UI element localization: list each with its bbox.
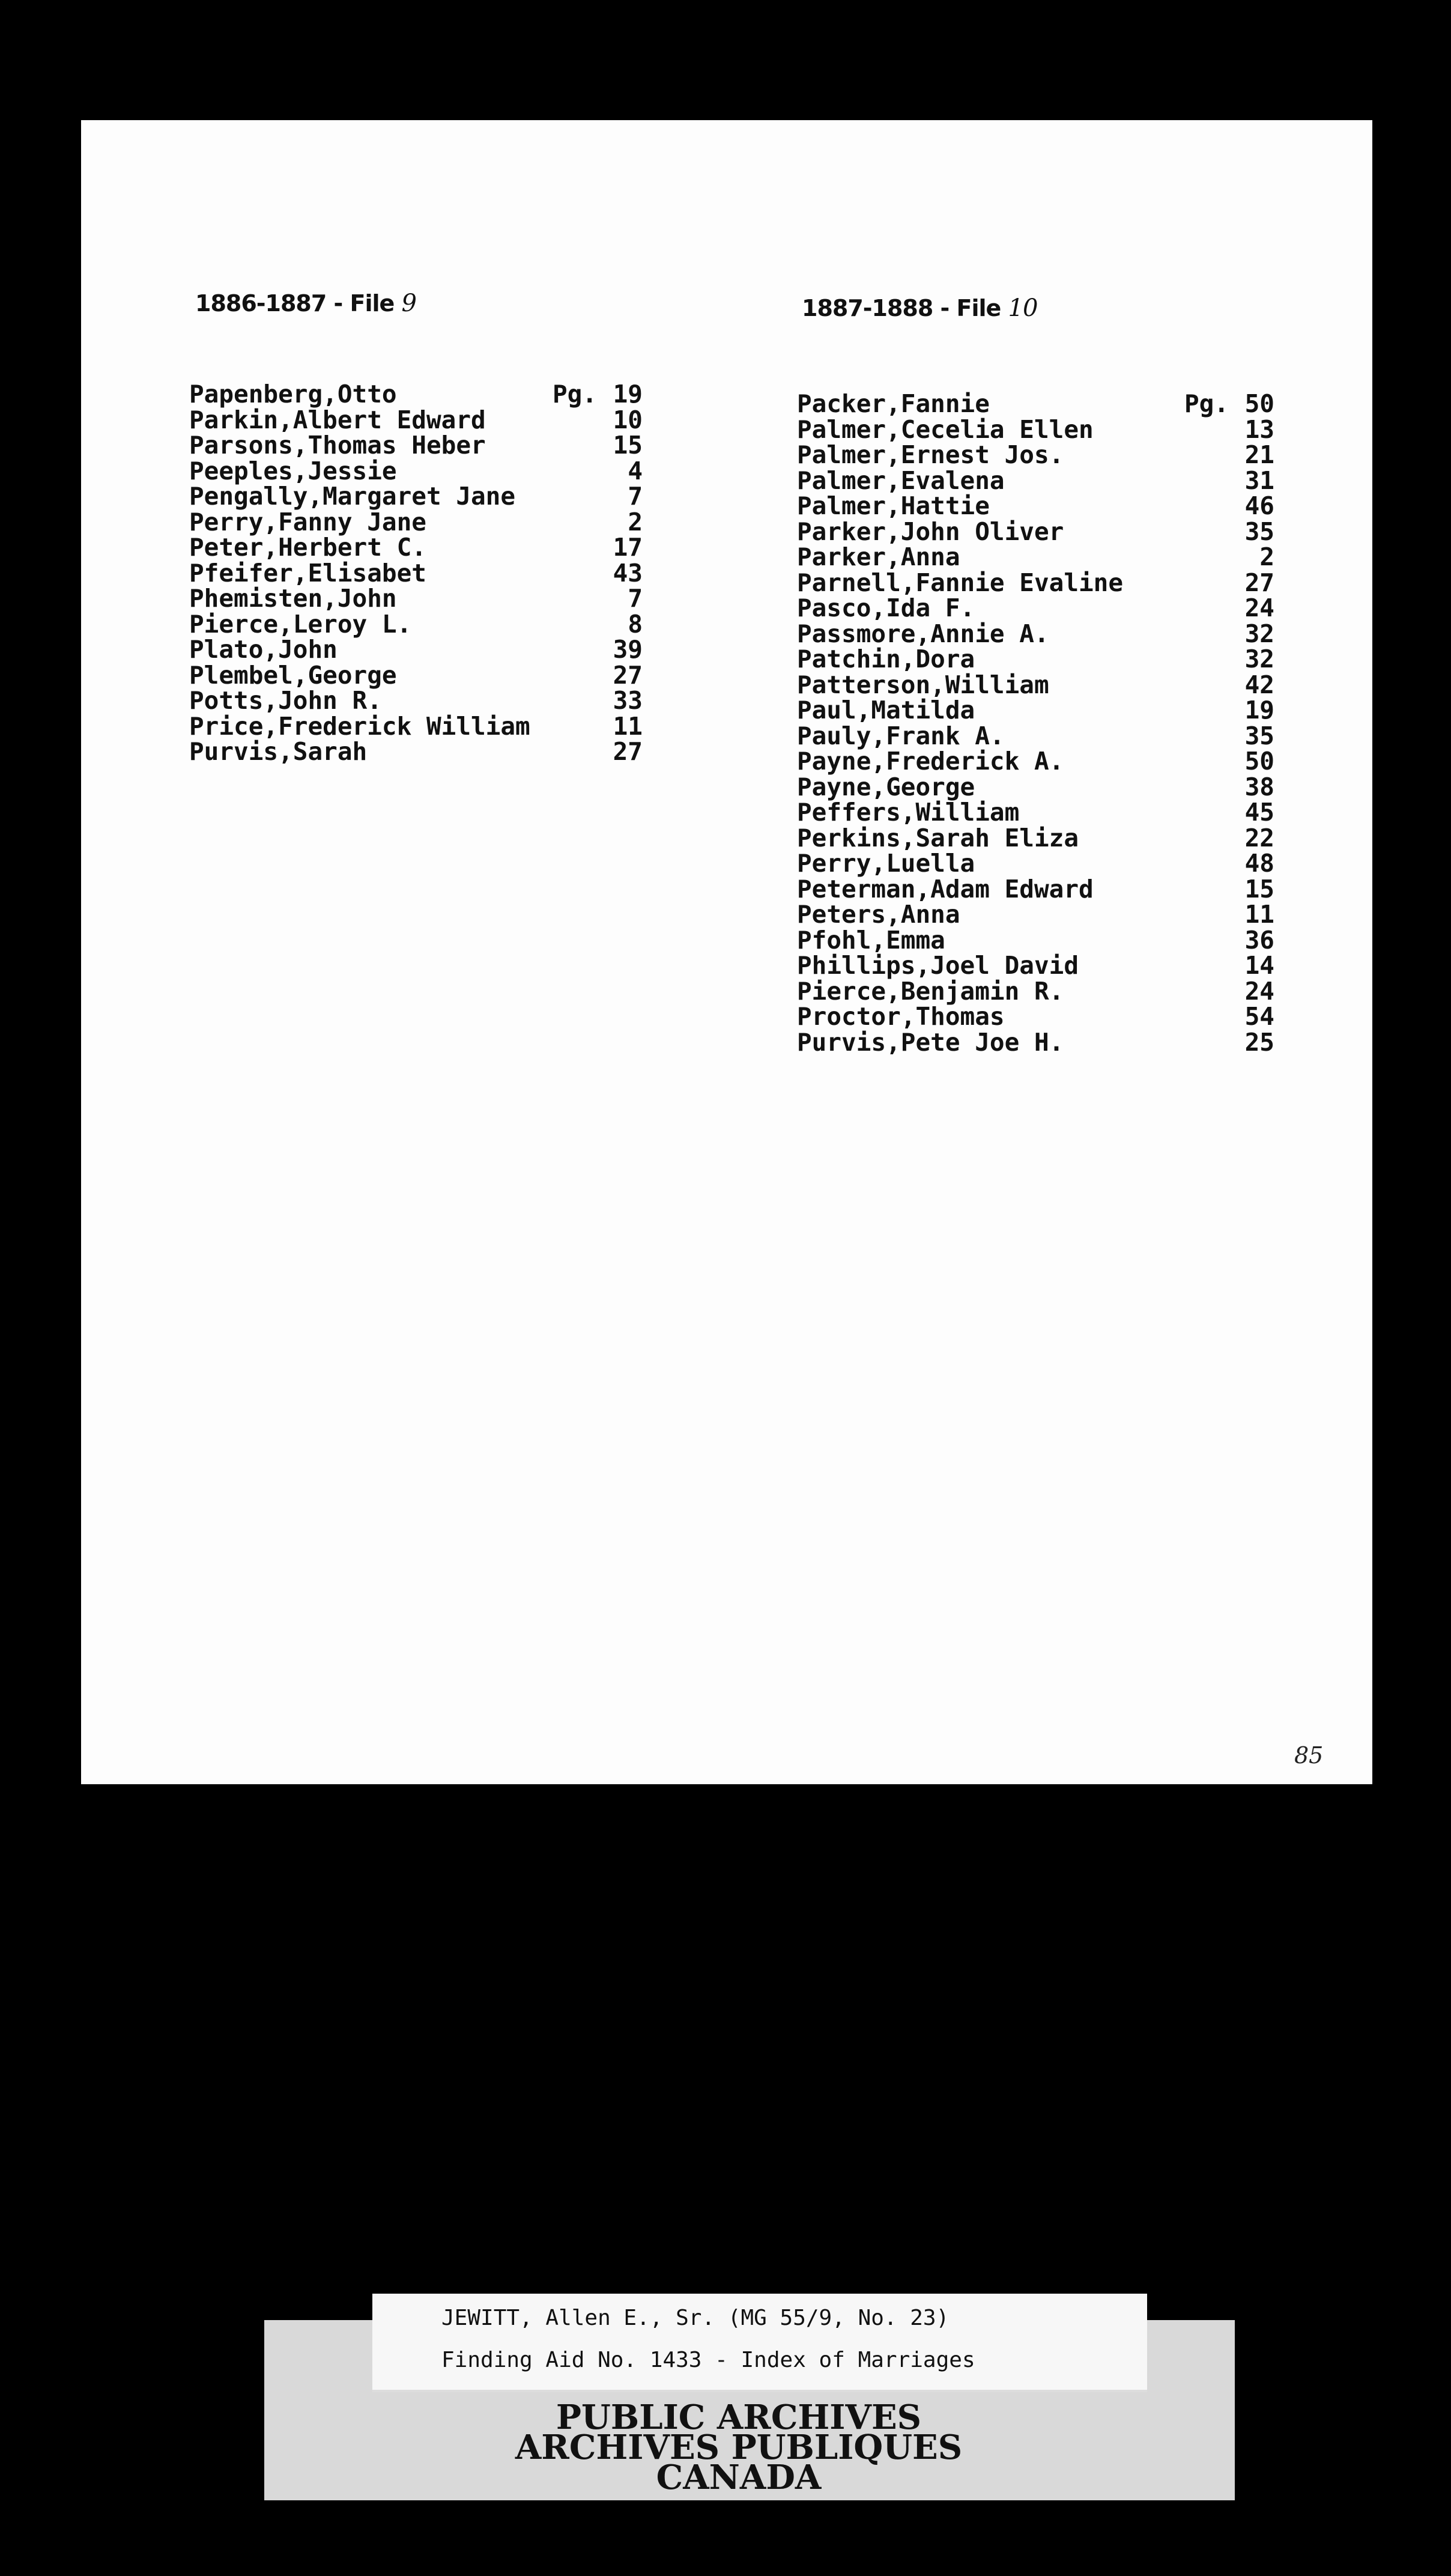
entry-name: Palmer,Cecelia Ellen — [797, 415, 1094, 444]
index-entry — [797, 415, 1295, 444]
entry-page-number: 39 — [613, 635, 643, 664]
index-entry — [797, 542, 1295, 571]
entry-page-number: 27 — [613, 737, 643, 766]
entry-page-number: 17 — [613, 533, 643, 562]
index-entry — [189, 456, 670, 485]
entry-name: Parker,Anna — [797, 542, 960, 571]
entry-page-number: 25 — [1244, 1027, 1274, 1057]
finding-aid-line-2: Finding Aid No. 1433 - Index of Marriages — [441, 2348, 975, 2372]
entry-page-number: 42 — [1244, 670, 1274, 699]
finding-aid-line-1: JEWITT, Allen E., Sr. (MG 55/9, No. 23) — [441, 2306, 950, 2330]
index-entry — [797, 874, 1295, 904]
archive-stamp-line-3: CANADA — [656, 2458, 822, 2497]
entry-name: Peffers,William — [797, 798, 1020, 827]
entry-name: Payne,Frederick A. — [797, 747, 1064, 776]
left-heading-text: 1886-1887 - File — [195, 290, 395, 317]
entry-page-number: 19 — [613, 380, 643, 409]
entry-page-number: 21 — [1244, 440, 1274, 469]
index-entry — [797, 976, 1295, 1006]
index-entry — [797, 645, 1295, 673]
index-entry — [797, 1002, 1295, 1031]
index-entry — [797, 951, 1295, 980]
index-entry — [797, 619, 1295, 648]
index-entry — [797, 721, 1295, 750]
entry-name: Peeples,Jessie — [189, 456, 397, 485]
entry-name: Passmore,Annie A. — [797, 619, 1049, 648]
entry-name: Patchin,Dora — [797, 645, 975, 673]
entry-name: Purvis,Pete Joe H. — [797, 1027, 1064, 1057]
index-entry — [189, 635, 670, 664]
entry-page-number: 2 — [1259, 542, 1274, 571]
pg-label: Pg. — [553, 380, 598, 409]
entry-page-number: 2 — [628, 507, 643, 536]
entry-page-number: 35 — [1244, 721, 1274, 750]
index-entry — [797, 568, 1295, 597]
index-entry — [797, 925, 1295, 955]
entry-page-number: 15 — [613, 431, 643, 460]
index-entry — [797, 798, 1295, 827]
entry-page-number: 11 — [1244, 900, 1274, 929]
entry-name: Peters,Anna — [797, 900, 960, 929]
entry-name: Proctor,Thomas — [797, 1002, 1005, 1031]
entry-page-number: 45 — [1244, 798, 1274, 827]
index-entry — [189, 482, 670, 511]
entry-page-number: 31 — [1244, 466, 1274, 495]
index-entry — [797, 670, 1295, 699]
right-column-heading — [802, 294, 1037, 322]
document-page — [81, 120, 1372, 1784]
entry-page-number: 24 — [1244, 594, 1274, 622]
index-entry — [189, 558, 670, 588]
entry-page-number: 32 — [1244, 619, 1274, 648]
entry-name: Pauly,Frank A. — [797, 721, 1005, 750]
left-entry-list — [189, 380, 670, 766]
entry-name: Plembel,George — [189, 660, 397, 690]
entry-name: Perry,Luella — [797, 849, 975, 878]
entry-page-number: 15 — [1244, 874, 1274, 904]
index-entry — [189, 737, 670, 766]
entry-page-number: 19 — [1244, 696, 1274, 724]
archive-stamp-line-1: PUBLIC ARCHIVES — [556, 2398, 922, 2437]
index-entry — [189, 609, 670, 639]
entry-page-number: 4 — [628, 456, 643, 485]
right-entry-list — [797, 389, 1295, 1057]
entry-page-number: 7 — [628, 482, 643, 511]
entry-name: Packer,Fannie — [797, 389, 990, 418]
entry-page-number: 32 — [1244, 645, 1274, 673]
index-entry — [189, 533, 670, 562]
entry-name: Paul,Matilda — [797, 696, 975, 724]
entry-name: Price,Frederick William — [189, 711, 530, 741]
entry-page-number: 50 — [1244, 747, 1274, 776]
pg-label: Pg. — [1184, 389, 1229, 418]
entry-name: Peterman,Adam Edward — [797, 874, 1094, 904]
entry-name: Parnell,Fannie Evaline — [797, 568, 1124, 597]
entry-name: Papenberg,Otto — [189, 380, 397, 409]
index-entry — [189, 711, 670, 741]
entry-name: Peter,Herbert C. — [189, 533, 426, 562]
entry-name: Palmer,Ernest Jos. — [797, 440, 1064, 469]
index-entry — [189, 507, 670, 536]
entry-name: Plato,John — [189, 635, 338, 664]
archive-stamp-line-2: ARCHIVES PUBLIQUES — [515, 2428, 963, 2467]
index-entry — [797, 440, 1295, 469]
index-entry — [189, 431, 670, 460]
index-entry — [797, 772, 1295, 801]
entry-page-number: 48 — [1244, 849, 1274, 878]
index-entry — [797, 389, 1295, 418]
entry-name: Phillips,Joel David — [797, 951, 1079, 980]
entry-page-number: 14 — [1244, 951, 1274, 980]
entry-name: Pfeifer,Elisabet — [189, 558, 426, 588]
index-entry — [189, 380, 670, 409]
entry-page-number: 27 — [613, 660, 643, 690]
left-heading-file-number: 9 — [401, 290, 416, 317]
entry-page-number: 8 — [628, 609, 643, 639]
entry-page-number: 50 — [1244, 389, 1274, 418]
entry-name: Palmer,Hattie — [797, 491, 990, 520]
index-entry — [797, 1027, 1295, 1057]
entry-page-number: 46 — [1244, 491, 1274, 520]
left-column-heading — [195, 290, 416, 317]
index-entry — [189, 584, 670, 613]
entry-page-number: 36 — [1244, 925, 1274, 955]
entry-page-number: 54 — [1244, 1002, 1274, 1031]
entry-page-number: 11 — [613, 711, 643, 741]
entry-name: Perry,Fanny Jane — [189, 507, 426, 536]
entry-page-number: 24 — [1244, 976, 1274, 1006]
entry-page-number: 13 — [1244, 415, 1274, 444]
index-entry — [797, 491, 1295, 520]
entry-page-number: 43 — [613, 558, 643, 588]
entry-name: Pfohl,Emma — [797, 925, 945, 955]
index-entry — [797, 849, 1295, 878]
entry-name: Purvis,Sarah — [189, 737, 368, 766]
entry-page-number: 22 — [1244, 823, 1274, 852]
entry-page-number: 7 — [628, 584, 643, 613]
entry-name: Potts,John R. — [189, 686, 382, 715]
entry-name: Parker,John Oliver — [797, 517, 1064, 546]
index-entry — [797, 466, 1295, 495]
right-heading-file-number: 10 — [1008, 294, 1038, 322]
entry-name: Perkins,Sarah Eliza — [797, 823, 1079, 852]
index-entry — [189, 686, 670, 715]
entry-page-number: 33 — [613, 686, 643, 715]
index-entry — [797, 823, 1295, 852]
handwritten-page-number: 85 — [1294, 1742, 1324, 1769]
entry-name: Parsons,Thomas Heber — [189, 431, 486, 460]
finding-aid-label — [372, 2294, 1147, 2392]
entry-page-number: 38 — [1244, 772, 1274, 801]
entry-name: Parkin,Albert Edward — [189, 405, 486, 434]
index-entry — [797, 594, 1295, 622]
index-entry — [797, 696, 1295, 724]
entry-page-number: 35 — [1244, 517, 1274, 546]
right-heading-text: 1887-1888 - File — [802, 295, 1001, 321]
index-entry — [189, 660, 670, 690]
entry-name: Pasco,Ida F. — [797, 594, 975, 622]
index-entry — [797, 517, 1295, 546]
entry-page-number: 10 — [613, 405, 643, 434]
entry-name: Payne,George — [797, 772, 975, 801]
index-entry — [797, 900, 1295, 929]
entry-name: Pierce,Benjamin R. — [797, 976, 1064, 1006]
entry-name: Pengally,Margaret Jane — [189, 482, 516, 511]
index-entry — [797, 747, 1295, 776]
index-entry — [189, 405, 670, 434]
entry-name: Palmer,Evalena — [797, 466, 1005, 495]
entry-page-number: 27 — [1244, 568, 1274, 597]
entry-name: Patterson,William — [797, 670, 1049, 699]
entry-name: Pierce,Leroy L. — [189, 609, 412, 639]
entry-name: Phemisten,John — [189, 584, 397, 613]
